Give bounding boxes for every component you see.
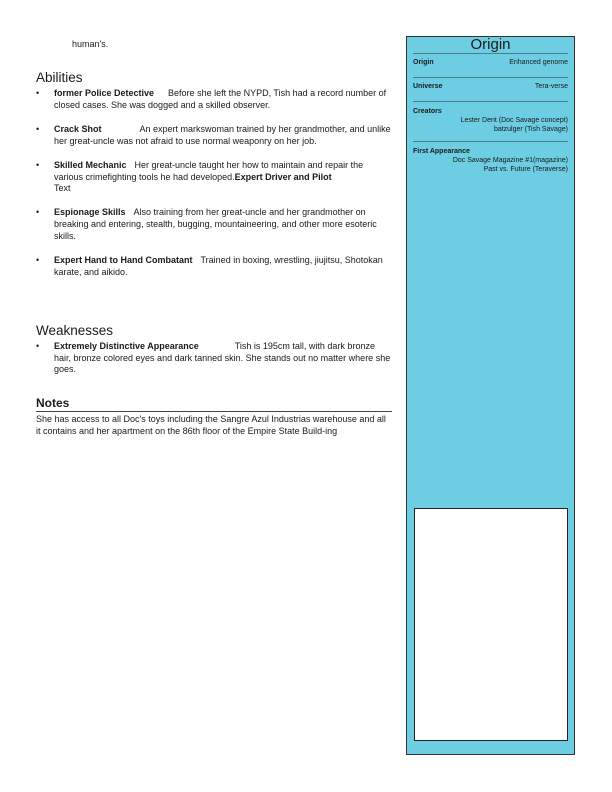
first-appearance-entry: Doc Savage Magazine #1(magazine) [452,157,568,164]
origin-row [413,54,568,77]
list-item [36,207,394,242]
character-image-placeholder [414,508,568,741]
universe-value: Tera-verse [534,83,568,90]
weakness-description: Tish is 195cm tall, with dark bronze hair, bronze colored eyes and dark tanned skin. She stands out no matter where she goes. [54,341,391,375]
list-item [36,124,394,147]
lead-in-text: human's. [72,39,109,49]
ability-description: An expert markswoman trained by her grandmother, and unlike her great-uncle was not afraid to use normal weaponry on her job. [54,123,391,146]
ability-name: Expert Hand to Hand Combatant [54,255,193,266]
ability-description: Her great-uncle taught her how to maintain and repair the various crimefighting tools he had developed. [54,159,364,182]
abilities-list [36,88,394,278]
list-item [36,88,394,111]
ability-description: Trained in boxing, wrestling, jiujitsu, Shotokan karate, and aikido. [54,255,383,277]
notes-section [36,396,392,437]
ability-description: Also training from her great-uncle and her grandmother on breaking and entering, stealth, bugging, mountaineering, and other more esoteric skills. [54,207,377,241]
universe-row [413,78,568,101]
ability-description: Text [54,183,71,194]
creators-row [413,102,568,141]
ability-name: Crack Shot [54,123,102,134]
abilities-heading: Abilities [36,70,83,85]
notes-text: She has access to all Doc's toys including the Sangre Azul Industrias warehouse and all it contains and her apartment on the 86th floor of the Empire State Build-ing [36,414,386,436]
creator-entry: batzulger (Tish Savage) [493,126,568,133]
infobox-title: Origin [470,36,511,53]
weakness-name: Extremely Distinctive Appearance [54,341,199,351]
ability-description: Before she left the NYPD, Tish had a record number of closed cases. She was dogged and a skilled observer. [54,88,387,110]
list-item [36,255,394,278]
ability-name: Expert Driver and Pilot [234,171,332,182]
ability-name: former Police Detective [54,88,155,98]
first-appearance-label: First Appearance [413,148,470,155]
list-item [36,341,394,376]
ability-name: Skilled Mechanic [54,159,127,170]
weaknesses-heading: Weaknesses [36,323,114,338]
infobox-sidebar [406,36,575,755]
list-item [36,160,394,195]
abilities-section [36,70,394,291]
first-appearance-row [413,142,568,181]
notes-heading: Notes [36,396,392,412]
first-appearance-entry: Past vs. Future (Teraverse) [483,166,568,173]
weaknesses-list [36,341,394,376]
universe-label: Universe [413,83,443,90]
origin-value: Enhanced genome [509,59,568,66]
creator-entry: Lester Dent (Doc Savage concept) [460,117,568,124]
creators-label: Creators [413,108,442,115]
origin-label: Origin [413,59,434,66]
weaknesses-section [36,323,394,389]
ability-name: Espionage Skills [54,207,126,218]
